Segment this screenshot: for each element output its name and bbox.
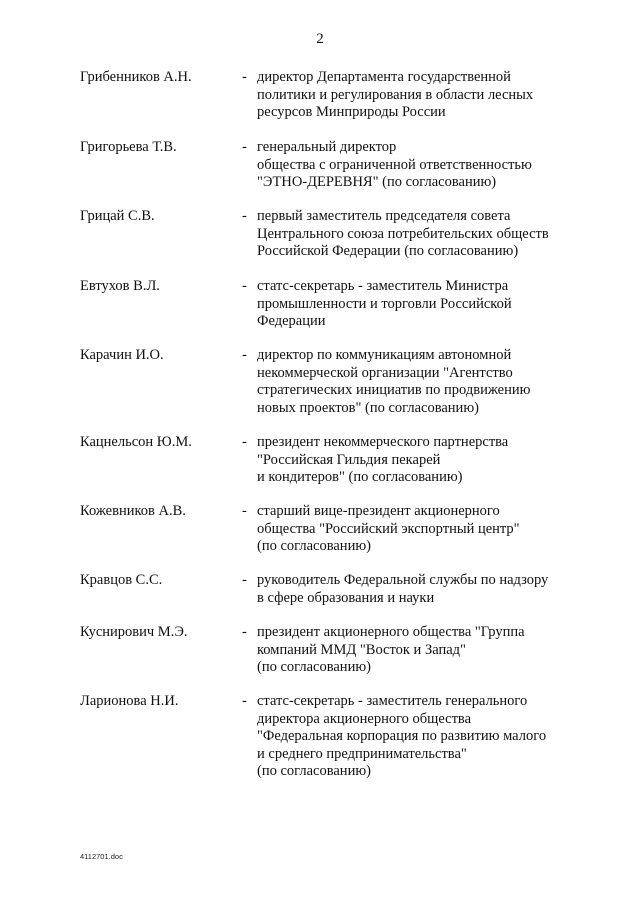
dash-separator: -: [242, 347, 247, 363]
document-filename: 4112701.doc: [80, 852, 123, 861]
role-line: новых проектов" (по согласованию): [257, 399, 479, 416]
dash-separator: -: [242, 434, 247, 450]
role-line: первый заместитель председателя совета: [257, 208, 511, 224]
member-role: [257, 624, 597, 677]
role-line: в сфере образования и науки: [257, 589, 435, 606]
page-number: 2: [316, 31, 324, 47]
member-role: [257, 503, 597, 556]
role-line: (по согласованию): [257, 538, 371, 554]
role-line: руководитель Федеральной службы по надзору: [257, 572, 549, 588]
role-line: президент некоммерческого партнерства: [257, 434, 509, 450]
role-line: Федерации: [257, 313, 326, 329]
role-line: некоммерческой организации "Агентство: [257, 364, 513, 381]
member-role: [257, 139, 597, 192]
dash-separator: -: [242, 278, 247, 294]
member-role: [257, 278, 597, 331]
dash-separator: -: [242, 572, 247, 588]
member-role: [257, 69, 597, 122]
role-line: стратегических инициатив по продвижению: [257, 382, 531, 398]
role-line: (по согласованию): [257, 763, 371, 779]
member-name: Грицай С.В.: [80, 208, 155, 224]
role-line: "Федеральная корпорация по развитию малого: [257, 728, 547, 744]
member-name: Кацнельсон Ю.М.: [80, 434, 192, 450]
role-line: "ЭТНО-ДЕРЕВНЯ" (по согласованию): [257, 174, 497, 190]
dash-separator: -: [242, 69, 247, 85]
dash-separator: -: [242, 503, 247, 519]
role-line: промышленности и торговли Российской: [257, 295, 512, 312]
role-line: политики и регулирования в области лесных: [257, 86, 534, 103]
dash-separator: -: [242, 693, 247, 709]
member-role: [257, 347, 597, 417]
member-name: Кравцов С.С.: [80, 572, 163, 588]
member-name: Евтухов В.Л.: [80, 278, 160, 294]
role-line: директор Департамента государственной: [257, 69, 511, 85]
role-line: старший вице-президент акционерного: [257, 503, 500, 519]
member-name: Куснирович М.Э.: [80, 624, 188, 640]
member-name: Грибенников А.Н.: [80, 69, 192, 85]
role-line: компаний ММД "Восток и Запад": [257, 641, 466, 658]
role-line: генеральный директор: [257, 139, 397, 155]
role-line: ресурсов Минприроды России: [257, 104, 446, 120]
role-line: общества "Российский экспортный центр": [257, 520, 520, 537]
role-line: и кондитеров" (по согласованию): [257, 469, 463, 485]
role-line: (по согласованию): [257, 659, 371, 675]
member-role: [257, 208, 597, 261]
dash-separator: -: [242, 624, 247, 640]
role-line: статс-секретарь - заместитель генерального: [257, 693, 528, 709]
role-line: общества с ограниченной ответственностью: [257, 156, 532, 173]
member-name: Кожевников А.В.: [80, 503, 186, 519]
member-role: [257, 693, 597, 781]
role-line: "Российская Гильдия пекарей: [257, 451, 441, 468]
member-name: Карачин И.О.: [80, 347, 164, 363]
role-line: статс-секретарь - заместитель Министра: [257, 278, 509, 294]
role-line: и среднего предпринимательства": [257, 745, 467, 762]
member-name: Ларионова Н.И.: [80, 693, 179, 709]
role-line: директор по коммуникациям автономной: [257, 347, 512, 363]
dash-separator: -: [242, 208, 247, 224]
dash-separator: -: [242, 139, 247, 155]
role-line: президент акционерного общества "Группа: [257, 624, 525, 640]
member-role: [257, 572, 597, 607]
role-line: Центрального союза потребительских обществ: [257, 225, 549, 242]
member-name: Григорьева Т.В.: [80, 139, 177, 155]
role-line: Российской Федерации (по согласованию): [257, 243, 519, 259]
role-line: директора акционерного общества: [257, 710, 472, 727]
member-role: [257, 434, 597, 487]
